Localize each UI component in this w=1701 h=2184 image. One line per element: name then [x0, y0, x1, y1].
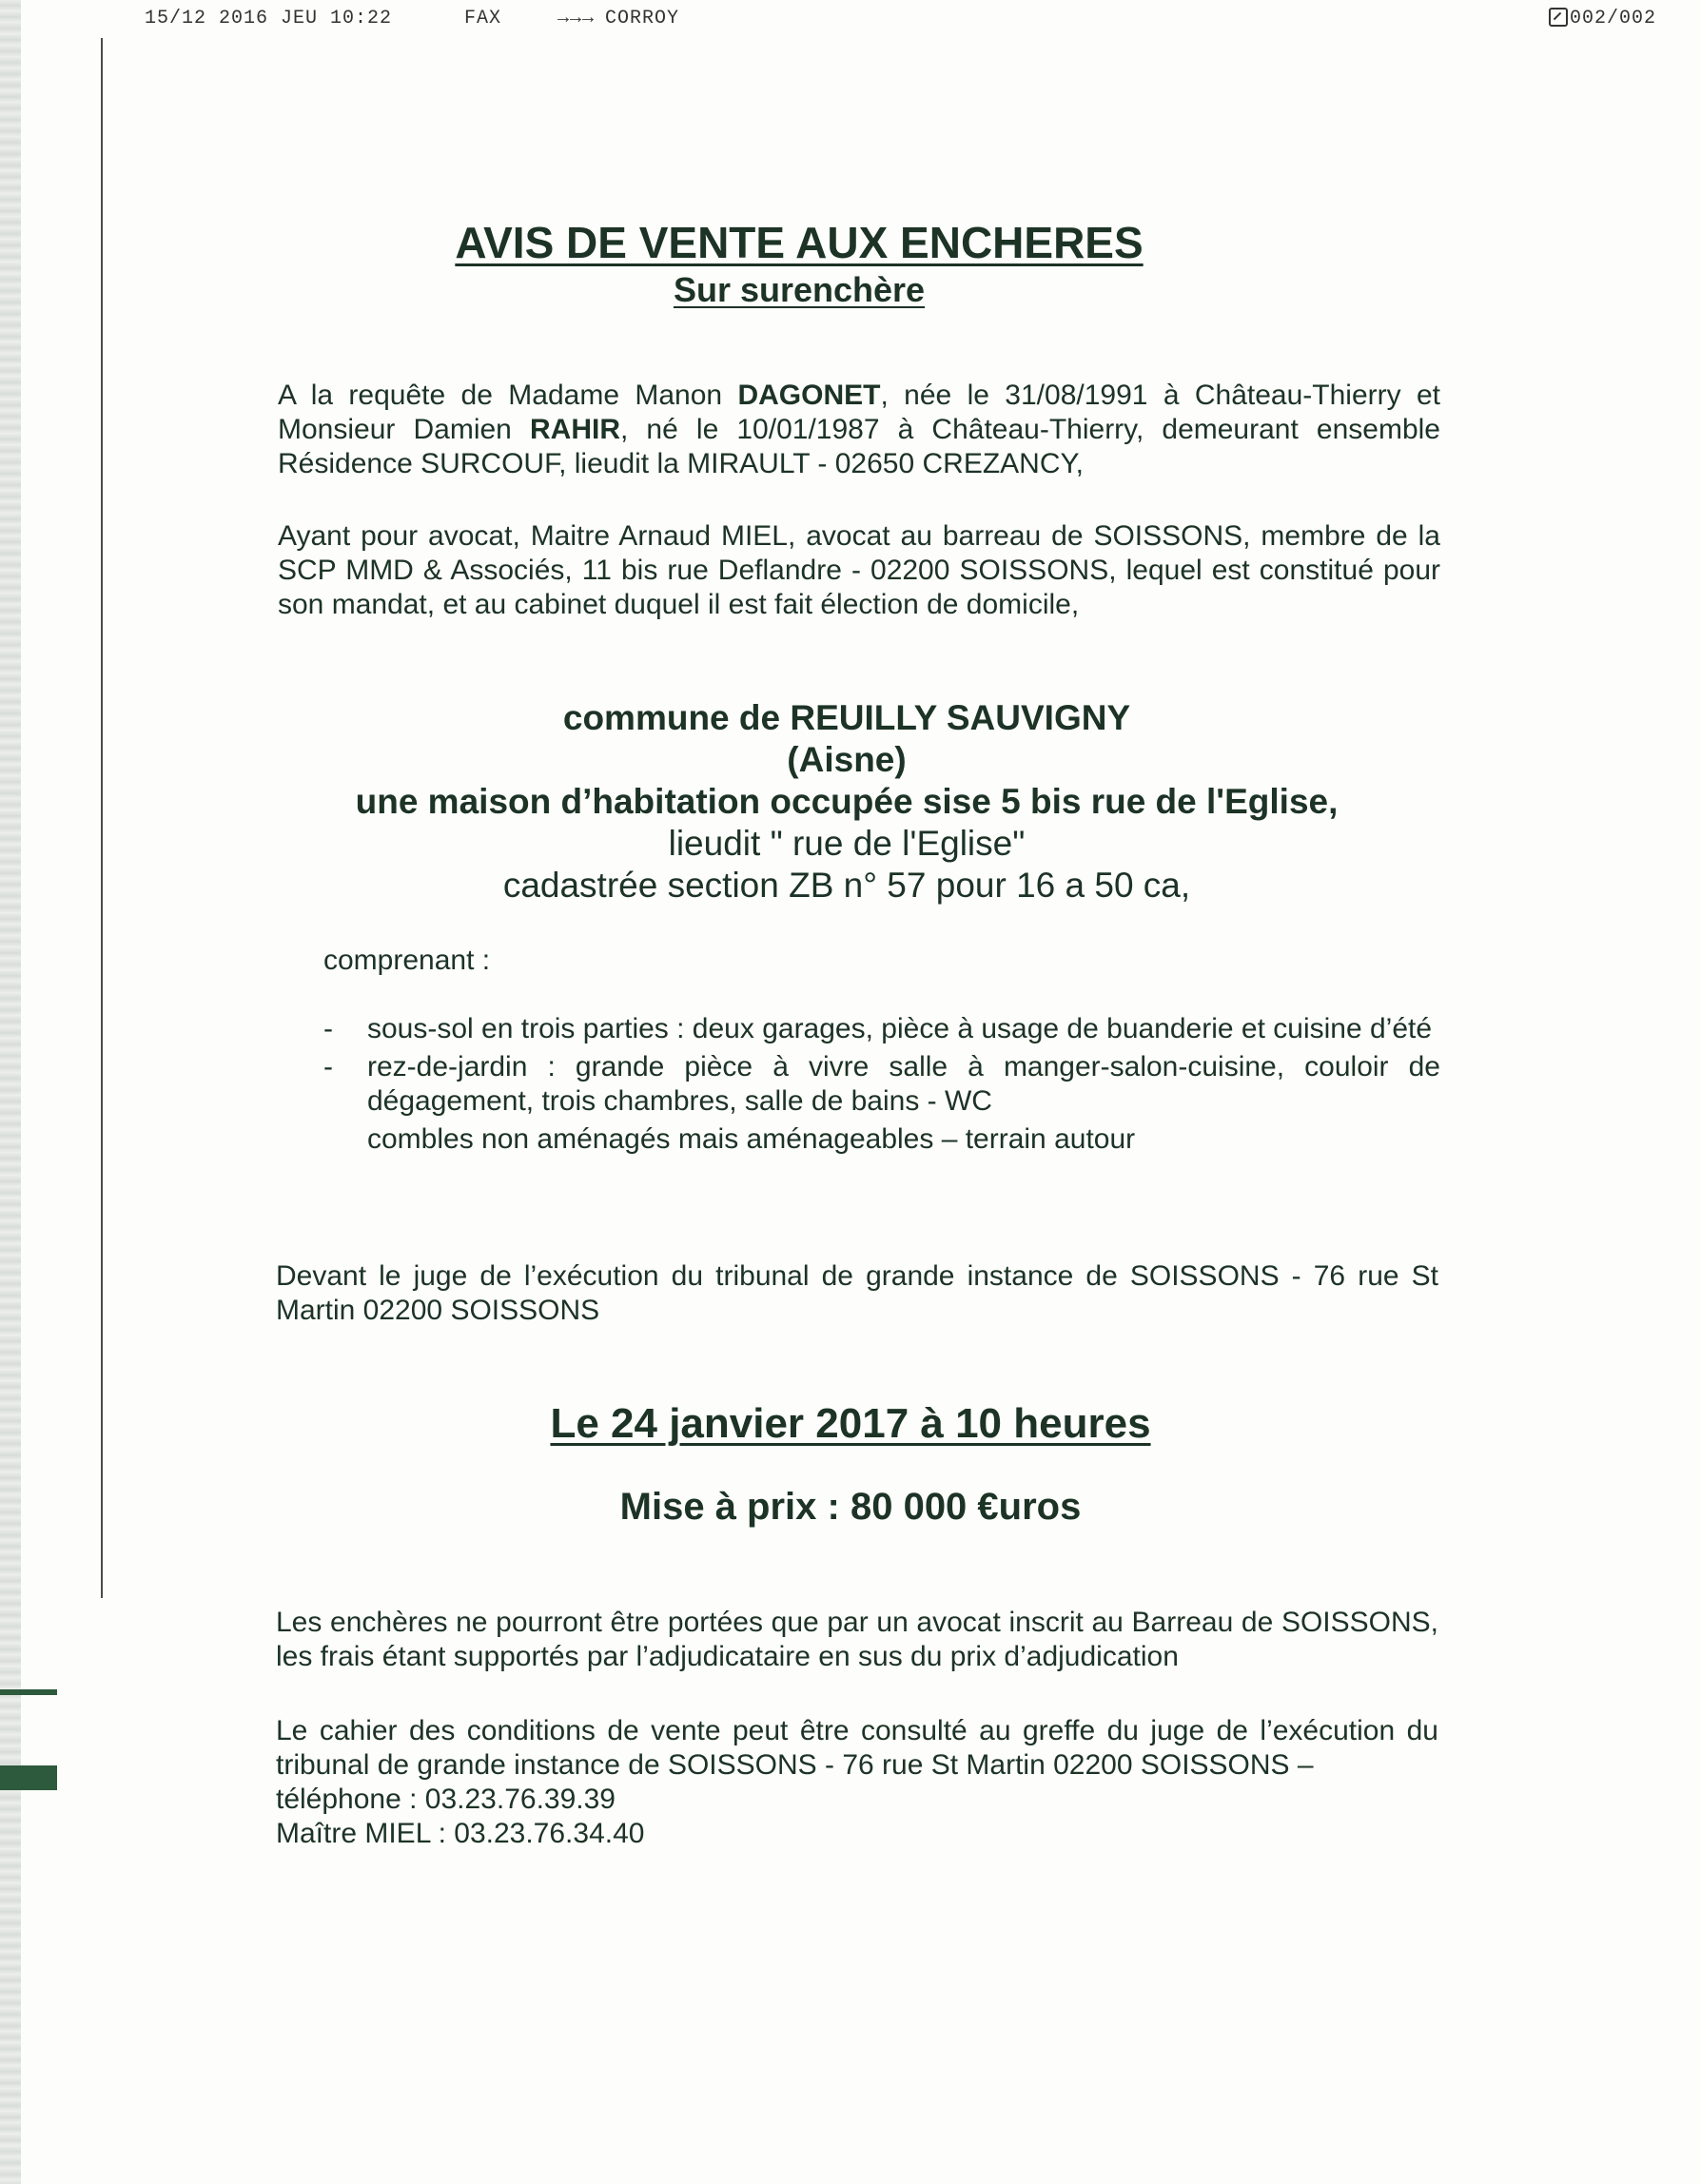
commune: commune de REUILLY SAUVIGNY — [562, 698, 1131, 737]
bien-lieudit: lieudit " rue de l'Eglise" — [668, 824, 1026, 863]
requerants-text: , née le 31/08/1991 à Château-Thierry et Monsieur Damien — [278, 380, 1441, 445]
list-item-text: sous-sol en trois parties : deux garages, pièce à usage de buanderie et cuisine d’été — [367, 1013, 1433, 1044]
requerants-text: , né le 10/01/1987 à Château-Thierry, demeurant ensemble Résidence SURCOUF, lieudit la MIRAULT - 02650 CREZANCY, — [278, 414, 1440, 479]
list-item — [323, 1012, 1440, 1046]
page-icon — [1549, 8, 1568, 27]
starting-price: Mise à prix : 80 000 €uros — [619, 1486, 1082, 1528]
scan-artifact-bar — [0, 1689, 57, 1695]
encheres-paragraph: Les enchères ne pourront être portées que par un avocat inscrit au Barreau de SOISSONS, les frais étant supportés par l’adjudicataire en sus du prix d’adjudication — [276, 1607, 1438, 1672]
greffe-telephone: téléphone : 03.23.76.39.39 — [276, 1784, 616, 1815]
bien-block — [0, 697, 1693, 907]
scan-artifact-bar — [0, 1765, 57, 1790]
departement: (Aisne) — [787, 740, 907, 779]
list-item-text: rez-de-jardin : grande pièce à vivre salle à manger-salon-cuisine, couloir de dégagement, trois chambres, salle de bains - WC — [367, 1051, 1440, 1117]
requerant-name: RAHIR — [529, 414, 620, 445]
list-dash: - — [323, 1013, 333, 1044]
composition-list — [323, 1012, 1440, 1157]
cahier-paragraph: Le cahier des conditions de vente peut être consulté au greffe du juge de l’exécution du tribunal de grande instance de SOISSONS - 76 rue St Martin 02200 SOISSONS – — [276, 1715, 1438, 1781]
requerants-paragraph — [278, 379, 1440, 481]
fax-datetime: 15/12 2016 JEU 10:22 — [145, 8, 393, 29]
sale-date: Le 24 janvier 2017 à 10 heures — [550, 1400, 1151, 1447]
bien-description: une maison d’habitation occupée sise 5 bis rue de l'Eglise, — [355, 782, 1339, 821]
list-item — [323, 1050, 1440, 1119]
fax-arrow: →→→ — [557, 8, 596, 29]
bien-cadastre: cadastrée section ZB n° 57 pour 16 a 50 ca, — [502, 866, 1191, 905]
requerant-name: DAGONET — [737, 380, 881, 411]
requerants-text: A la requête de Madame Manon — [278, 380, 738, 411]
list-dash: - — [323, 1051, 333, 1082]
fax-type: FAX — [464, 8, 502, 29]
fax-recipient: CORROY — [605, 8, 680, 29]
fax-header — [145, 8, 1657, 36]
comprenant-label: comprenant : — [323, 945, 491, 976]
document-title: AVIS DE VENTE AUX ENCHERES — [455, 218, 1144, 267]
scan-edge-strip — [0, 0, 21, 2184]
fax-page-number — [1549, 8, 1657, 31]
avocat-telephone: Maître MIEL : 03.23.76.34.40 — [276, 1818, 645, 1849]
document-subtitle: Sur surenchère — [673, 270, 926, 309]
fax-page-text: 002/002 — [1570, 8, 1657, 29]
avocat-paragraph: Ayant pour avocat, Maitre Arnaud MIEL, avocat au barreau de SOISSONS, membre de la SCP MMD & Associés, 11 bis rue Deflandre - 02200 SOISSONS, lequel est constitué pour son mandat, et au cabinet duquel il est fait élection de domicile, — [278, 520, 1440, 620]
tribunal-paragraph: Devant le juge de l’exécution du tribunal de grande instance de SOISSONS - 76 rue St Martin 02200 SOISSONS — [276, 1260, 1438, 1326]
combles-line: combles non aménagés mais aménageables – terrain autour — [367, 1123, 1136, 1155]
